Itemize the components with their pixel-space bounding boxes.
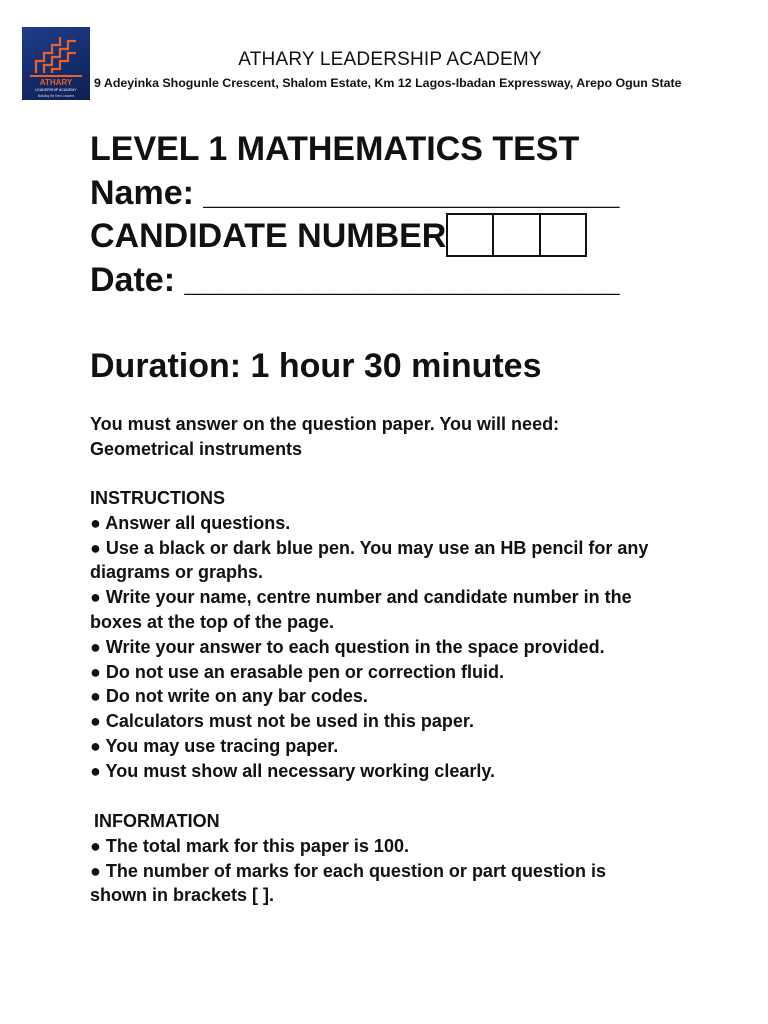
test-title: LEVEL 1 MATHEMATICS TEST <box>90 130 580 168</box>
candidate-number-box <box>448 215 494 255</box>
date-field-line: Date: _______________________ <box>90 261 620 299</box>
logo-text: ATHARY <box>39 78 73 87</box>
candidate-number-box <box>541 215 585 255</box>
instruction-line: diagrams or graphs. <box>90 562 264 583</box>
instruction-line: ● Calculators must not be used in this paper. <box>90 711 474 732</box>
information-line: ● The number of marks for each question or part question is <box>90 860 606 881</box>
duration: Duration: 1 hour 30 minutes <box>90 347 542 385</box>
instruction-line: ● Write your answer to each question in the space provided. <box>90 636 605 657</box>
instruction-line: ● Do not use an erasable pen or correction fluid. <box>90 661 504 682</box>
instruction-line: ● Use a black or dark blue pen. You may use an HB pencil for any <box>90 537 649 558</box>
information-line: ● The total mark for this paper is 100. <box>90 835 409 856</box>
information-heading: INFORMATION <box>94 811 220 831</box>
instructions-section <box>90 486 648 784</box>
logo-subtext: LEADERSHIP ACADEMY <box>35 88 77 92</box>
intro-line: Geometrical instruments <box>90 438 303 459</box>
candidate-number-box <box>494 215 540 255</box>
candidate-number-boxes <box>446 213 587 257</box>
logo-motto: Building the Next Leaders <box>37 94 75 98</box>
instruction-line: ● You must show all necessary working clearly. <box>90 760 496 781</box>
school-address: 9 Adeyinka Shogunle Crescent, Shalom Estate, Km 12 Lagos-Ibadan Expressway, Arepo Ogun State <box>94 76 682 90</box>
school-logo-icon <box>22 27 90 100</box>
candidate-number-label: CANDIDATE NUMBER <box>90 217 447 255</box>
name-field-line: Name: ______________________ <box>90 174 620 212</box>
intro-line: You must answer on the question paper. You will need: <box>90 414 560 434</box>
information-line: shown in brackets [ ]. <box>90 885 275 906</box>
instruction-line: ● Write your name, centre number and candidate number in the <box>90 587 632 608</box>
instruction-line: ● You may use tracing paper. <box>90 735 339 756</box>
intro-text <box>90 412 559 462</box>
instruction-line: ● Do not write on any bar codes. <box>90 686 368 707</box>
instruction-line: boxes at the top of the page. <box>90 611 335 632</box>
instructions-heading: INSTRUCTIONS <box>90 488 225 508</box>
instruction-line: ● Answer all questions. <box>90 512 291 533</box>
school-name: ATHARY LEADERSHIP ACADEMY <box>238 49 542 70</box>
information-section <box>90 809 606 908</box>
school-logo <box>22 27 90 100</box>
